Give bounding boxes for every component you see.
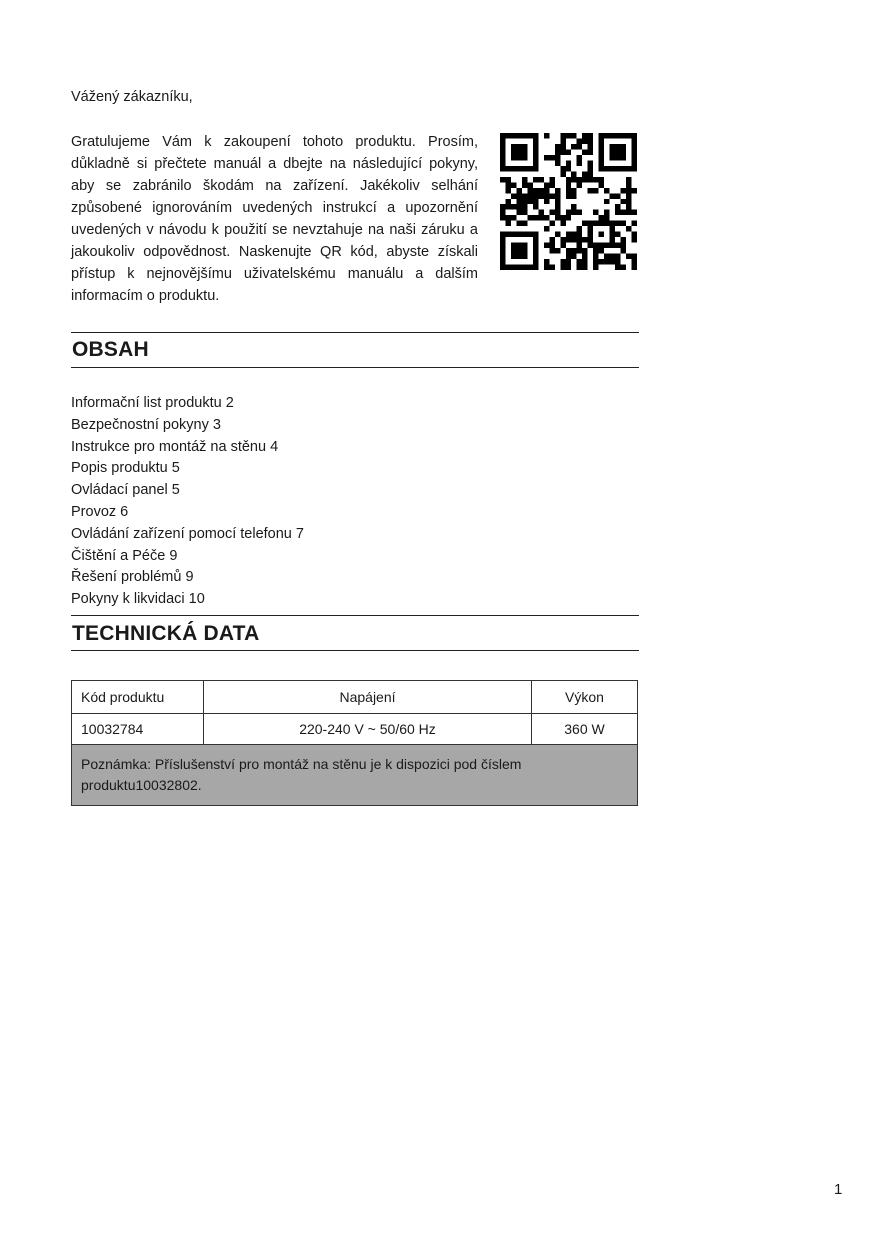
toc-item: Ovládání zařízení pomocí telefonu 7 — [71, 525, 304, 542]
table-note-row — [72, 745, 638, 806]
qr-code-graphic — [500, 133, 637, 270]
header-output: Výkon — [532, 681, 638, 714]
header-product-code: Kód produktu — [72, 681, 204, 714]
toc-item: Instrukce pro montáž na stěnu 4 — [71, 438, 279, 455]
greeting: Vážený zákazníku, — [71, 89, 193, 105]
technical-title: TECHNICKÁ DATA — [72, 622, 260, 645]
technical-bottom-rule — [71, 650, 639, 651]
cell-power-supply: 220-240 V ~ 50/60 Hz — [204, 714, 532, 745]
toc-item: Řešení problémů 9 — [71, 569, 194, 586]
contents-bottom-rule — [71, 367, 639, 368]
contents-title: OBSAH — [72, 338, 149, 361]
technical-top-rule — [71, 615, 639, 616]
toc-item: Bezpečnostní pokyny 3 — [71, 416, 221, 433]
qr-code-icon — [500, 133, 637, 270]
table-row — [72, 714, 638, 745]
toc-item: Čištění a Péče 9 — [71, 547, 178, 564]
accessory-note: Poznámka: Příslušenství pro montáž na stěnu je k dispozici pod číslem produktu10032802. — [72, 745, 638, 806]
intro-paragraph: Gratulujeme Vám k zakoupení tohoto produktu. Prosím, důkladně si přečtete manuál a dbejte na následující pokyny, aby se zabránilo škodám na zařízení. Jakékoliv selhání způsobené ignorováním uvedených instrukcí a upozornění uvedených v návodu k použití se nevztahuje na naši záruku a jakoukoliv odpovědnost. Naskenujte QR kód, abyste získali přístup k nejnovějšímu uživatelskému manuálu a dalším informacím o produktu. — [71, 134, 478, 304]
toc-item: Informační list produktu 2 — [71, 395, 234, 411]
toc-item: Ovládací panel 5 — [71, 482, 180, 499]
toc-item: Popis produktu 5 — [71, 460, 180, 477]
page-number: 1 — [834, 1181, 843, 1198]
technical-data-table — [71, 680, 638, 806]
table-header-row — [72, 681, 638, 714]
cell-product-code: 10032784 — [72, 714, 204, 745]
toc-item: Provoz 6 — [71, 503, 129, 520]
contents-top-rule — [71, 332, 639, 333]
table-of-contents — [71, 393, 304, 611]
toc-item: Pokyny k likvidaci 10 — [71, 591, 205, 608]
cell-output: 360 W — [532, 714, 638, 745]
header-power-supply: Napájení — [204, 681, 532, 714]
